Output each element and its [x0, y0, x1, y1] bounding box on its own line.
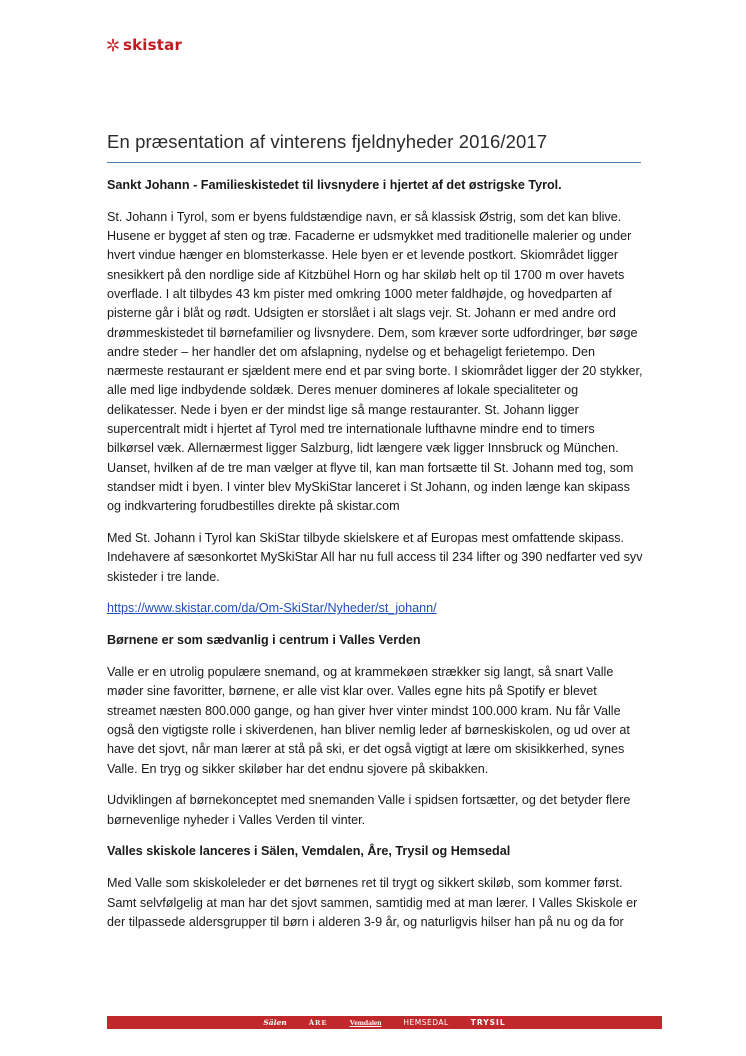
title-divider — [107, 162, 641, 163]
destination-vemdalen: Vemdalen — [349, 1017, 382, 1027]
paragraph: Udviklingen af børnekonceptet med snemanden Valle i spidsen fortsætter, og det betyder flere børnevenlige nyheder i Valles Verden til vinter. — [107, 793, 631, 827]
destination-are: ÅRE — [308, 1017, 328, 1027]
paragraph: St. Johann i Tyrol, som er byens fuldstændige navn, er så klassisk Østrig, som det kan blive. Husene er bygget af sten og træ. Facaderne er udsmykket med traditionelle malerier og under hvert vindue hænger en blomsterkasse. Hele byen er et levende postkort. Skiområdet ligger snesikkert på den nordlige side af Kitzbühel Horn og har skiløb helt op til 1700 m over havets overflade. I alt tilbydes 43 km pister med omkring 1000 meter faldhøjde, og hovedparten af pisterne går i blåt og rødt. Udsigten er storslået i alt slags vejr. St. Johann er med andre ord drømmeskistedet til børnefamilier og livsnydere. Dem, som kræver sorte udfordringer, bør søge andre steder – her handler det om afslapning, nydelse og et behageligt ferietempo. Den nærmeste restaurant er sjældent mere end et par sving borte. I skiområdet ligger der 20 stykker, alle med lige indbydende soldæk. Deres menuer domineres af lokale specialiteter og delikatesser. Nede i byen er der mindst lige så mange restauranter. St. Johann ligger supercentralt midt i hjertet af Tyrol med tre internationale lufthavne mindre end to timers bilkørsel væk. Allernærmest ligger Salzburg, lidt længere væk ligger Innsbruck og München. Uanset, hvilken af de tre man vælger at flyve til, kan man fortsætte til St. Johann med tog, som standser midt i byen. I vinter blev MySkiStar lanceret i St Johann, og inden længe kan skipass og indkvartering forudbestilles direkte på skistar.com — [107, 209, 643, 514]
paragraph: Valle er en utrolig populære snemand, og at krammekøen strækker sig langt, så snart Valle møder sine favoritter, børnene, er alle vist klar over. Valles egne hits på Spotify er blevet streamet næsten 800.000 gange, og han giver hver vinter mindst 100.000 kram. Nu får Valle også den vigtigste rolle i skiverdenen, han bliver nemlig leder af børneskiskolen, og ud over at have det sjovt, når man lærer at stå på ski, er det også vigtigt at lære om skisikkerhed, synes Valle. En tryg og sikker skiløber har det endnu sjovere på skibakken. — [107, 665, 630, 776]
destination-hemsedal: HEMSEDAL — [403, 1017, 449, 1027]
section-heading: Børnene er som sædvanlig i centrum i Valles Verden — [107, 633, 421, 648]
skistar-logo — [106, 36, 182, 54]
brand-name: skistar — [123, 35, 183, 54]
section-heading: Sankt Johann - Familieskistedet til livsnydere i hjertet af det østrigske Tyrol. — [107, 178, 562, 192]
paragraph: Med St. Johann i Tyrol kan SkiStar tilbyde skielskere et af Europas mest omfattende skipass. Indehavere af sæsonkortet MySkiStar All har nu full access til 234 lifter og 390 nedfarter ved syv skisteder i tre lande. — [107, 531, 643, 584]
destination-salen: Sälen — [263, 1017, 287, 1027]
page-title: En præsentation af vinterens fjeldnyheder 2016/2017 — [107, 131, 548, 152]
st-johann-link[interactable]: https://www.skistar.com/da/Om-SkiStar/Nyheder/st_johann/ — [107, 601, 437, 616]
paragraph: Med Valle som skiskoleleder er det børnenes ret til trygt og sikkert skiløb, som kommer først. Samt selvfølgelig at man har det sjovt sammen, samtidig med at man lærer. I Valles Skiskole er der tilpassede aldersgrupper til børn i alderen 3-9 år, og naturligvis hilser han på nu og da for — [107, 876, 638, 929]
destination-trysil: TRYSIL — [470, 1017, 506, 1027]
article-body — [107, 176, 643, 945]
section-heading: Valles skiskole lanceres i Sälen, Vemdalen, Åre, Trysil og Hemsedal — [107, 844, 511, 859]
footer-destinations-band — [107, 1016, 662, 1029]
article-link-paragraph — [107, 599, 643, 618]
snowflake-icon — [106, 38, 120, 52]
